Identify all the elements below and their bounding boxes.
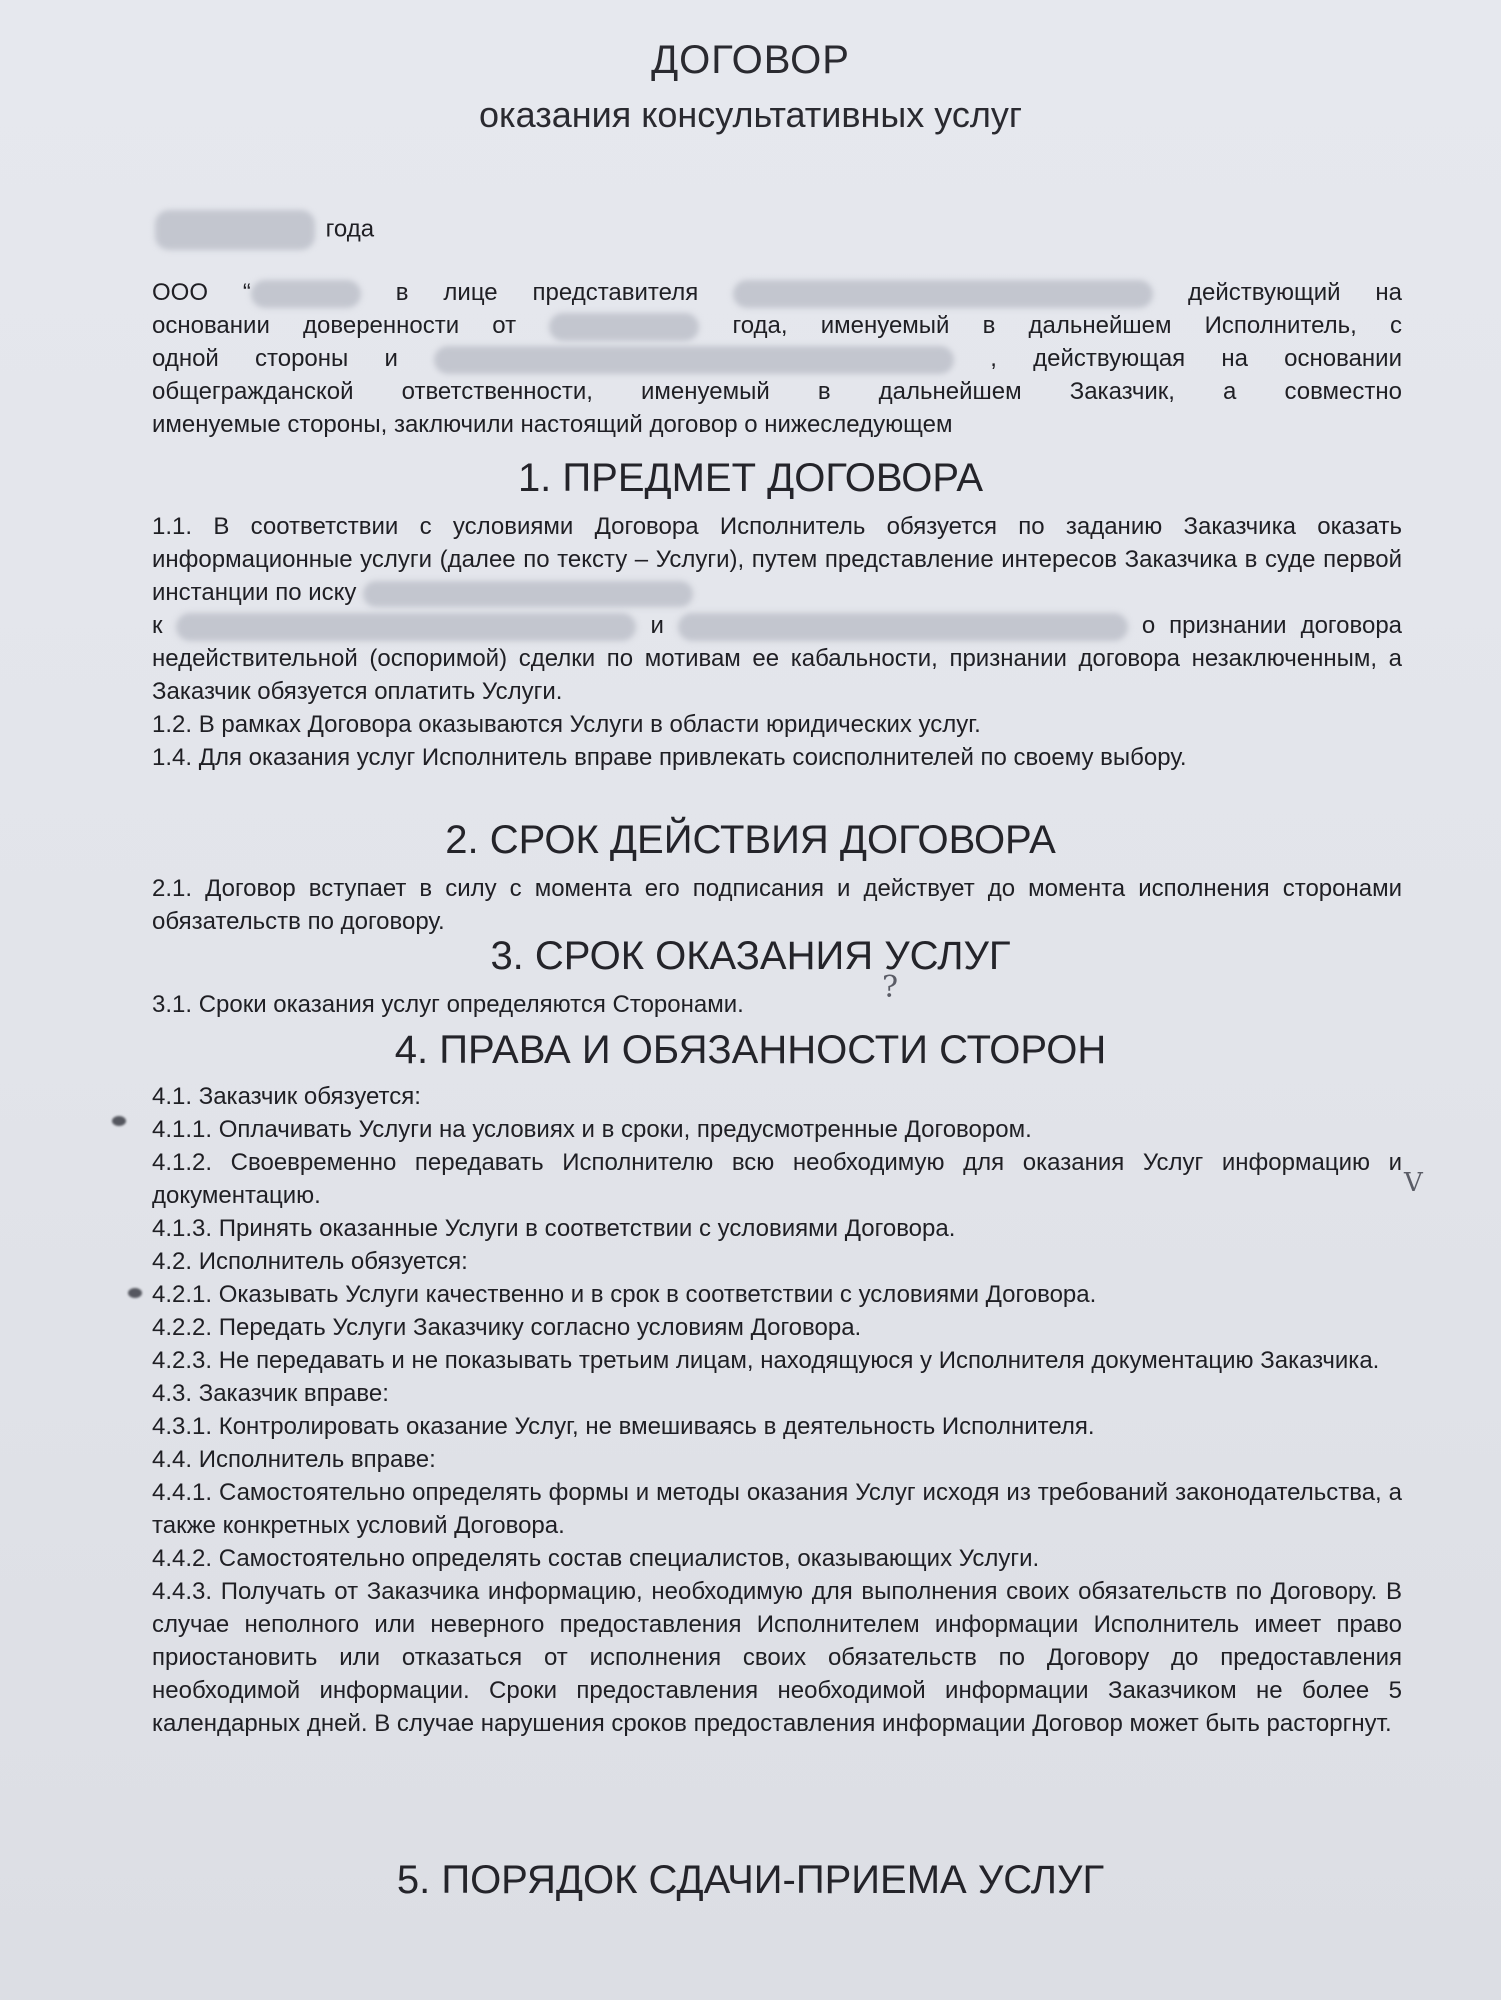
clause-4-2-3: 4.2.3. Не передавать и не показывать третьим лицам, находящуюся у Исполнителя документацию Заказчика. [152, 1347, 1380, 1374]
redacted-plaintiff [363, 581, 693, 607]
clause-1-1: 1.1. В соответствии с условиями Договора Исполнитель обязуется по заданию Заказчика оказать информационные услуги (далее по тексту – Услуги), путем представление интересов Заказчика в суде первой инстанции по иску к и о признании договора недействительной (оспоримой) сделки по мотивам ее кабальности, признании договора незаключенным, а Заказчик обязуется оплатить Услуги. [152, 513, 1403, 705]
pen-dot-mark [112, 1116, 126, 1126]
preamble [152, 276, 1402, 441]
clause-4-4-2: 4.4.2. Самостоятельно определять состав специалистов, оказывающих Услуги. [152, 1545, 1040, 1572]
clause-3-1: 3.1. Сроки оказания услуг определяются Сторонами. [152, 991, 744, 1018]
clause-4-1-3: 4.1.3. Принять оказанные Услуги в соответствии с условиями Договора. [152, 1215, 956, 1242]
clause-2-1: 2.1. Договор вступает в силу с момента его подписания и действует до момента исполнения сторонами обязательств по договору. [152, 875, 1402, 935]
clause-4-2: 4.2. Исполнитель обязуется: [152, 1248, 468, 1275]
clause-4-3-1: 4.3.1. Контролировать оказание Услуг, не вмешиваясь в деятельность Исполнителя. [152, 1413, 1095, 1440]
redacted-defendant-1 [176, 613, 636, 641]
date-line [155, 210, 374, 250]
preamble-line-2: основании доверенности от года, именуемый в дальнейшем Исполнитель, с [152, 312, 1403, 339]
redacted-defendant-2 [678, 613, 1128, 641]
clause-4-4-1: 4.4.1. Самостоятельно определять формы и методы оказания Услуг исходя из требований законодательства, а также конкретных условий Договора. [152, 1479, 1402, 1539]
preamble-line-3: одной стороны и , действующая на основании [152, 345, 1402, 372]
clause-4-2-2: 4.2.2. Передать Услуги Заказчику согласно условиям Договора. [152, 1314, 862, 1341]
clause-1-4: 1.4. Для оказания услуг Исполнитель вправе привлекать соисполнителей по своему выбору. [152, 744, 1187, 771]
clause-1-2: 1.2. В рамках Договора оказываются Услуги в области юридических услуг. [152, 711, 981, 738]
clause-4-1-2: 4.1.2. Своевременно передавать Исполнителю всю необходимую для оказания Услуг информацию и документацию. [152, 1149, 1402, 1209]
section-5-heading: 5. ПОРЯДОК СДАЧИ-ПРИЕМА УСЛУГ [396, 1858, 1105, 1902]
date-suffix: года [325, 215, 375, 243]
document-title: ДОГОВОР [651, 38, 850, 82]
section-1-heading: 1. ПРЕДМЕТ ДОГОВОРА [517, 456, 984, 500]
section-3-body [152, 988, 1402, 1021]
section-3-heading: 3. СРОК ОКАЗАНИЯ УСЛУГ [490, 934, 1011, 978]
redacted-company [251, 280, 361, 308]
preamble-line-4: общегражданской ответственности, именуемый в дальнейшем Заказчик, а совместно [152, 378, 1402, 405]
pen-dot-mark [128, 1288, 142, 1298]
handwritten-question-mark: ? [882, 970, 899, 1005]
clause-4-4: 4.4. Исполнитель вправе: [152, 1446, 436, 1473]
clause-4-4-3: 4.4.3. Получать от Заказчика информацию, необходимую для выполнения своих обязательств по Договору. В случае неполного или неверного предоставления Исполнителем информации Исполнитель имеет право приостановить или отказаться от исполнения своих обязательств по Договору до предоставления необходимой информации. Сроки предоставления необходимой информации Заказчиком не более 5 календарных дней. В случае нарушения сроков предоставления информации Договор может быть расторгнут. [152, 1578, 1402, 1737]
redacted-representative [733, 280, 1153, 308]
redacted-client-name [434, 346, 954, 374]
document-subtitle: оказания консультативных услуг [479, 94, 1022, 135]
preamble-line-5: именуемые стороны, заключили настоящий договор о нижеследующем [152, 411, 953, 438]
redacted-power-date [549, 313, 699, 341]
clause-4-2-1: 4.2.1. Оказывать Услуги качественно и в срок в соответствии с условиями Договора. [152, 1281, 1097, 1308]
clause-4-1: 4.1. Заказчик обязуется: [152, 1083, 421, 1110]
clause-4-1-1: 4.1.1. Оплачивать Услуги на условиях и в сроки, предусмотренные Договором. [152, 1116, 1032, 1143]
section-4-heading: 4. ПРАВА И ОБЯЗАННОСТИ СТОРОН [394, 1028, 1107, 1072]
section-2-heading: 2. СРОК ДЕЙСТВИЯ ДОГОВОРА [445, 818, 1056, 862]
preamble-line-1: ООО “ в лице представителя действующий на [152, 279, 1402, 306]
section-4-body [152, 1080, 1402, 1740]
clause-4-3: 4.3. Заказчик вправе: [152, 1380, 389, 1407]
redacted-date [155, 210, 315, 250]
section-1-body [152, 510, 1402, 774]
handwritten-check-mark: V [1404, 1168, 1423, 1198]
section-2-body [152, 872, 1402, 938]
